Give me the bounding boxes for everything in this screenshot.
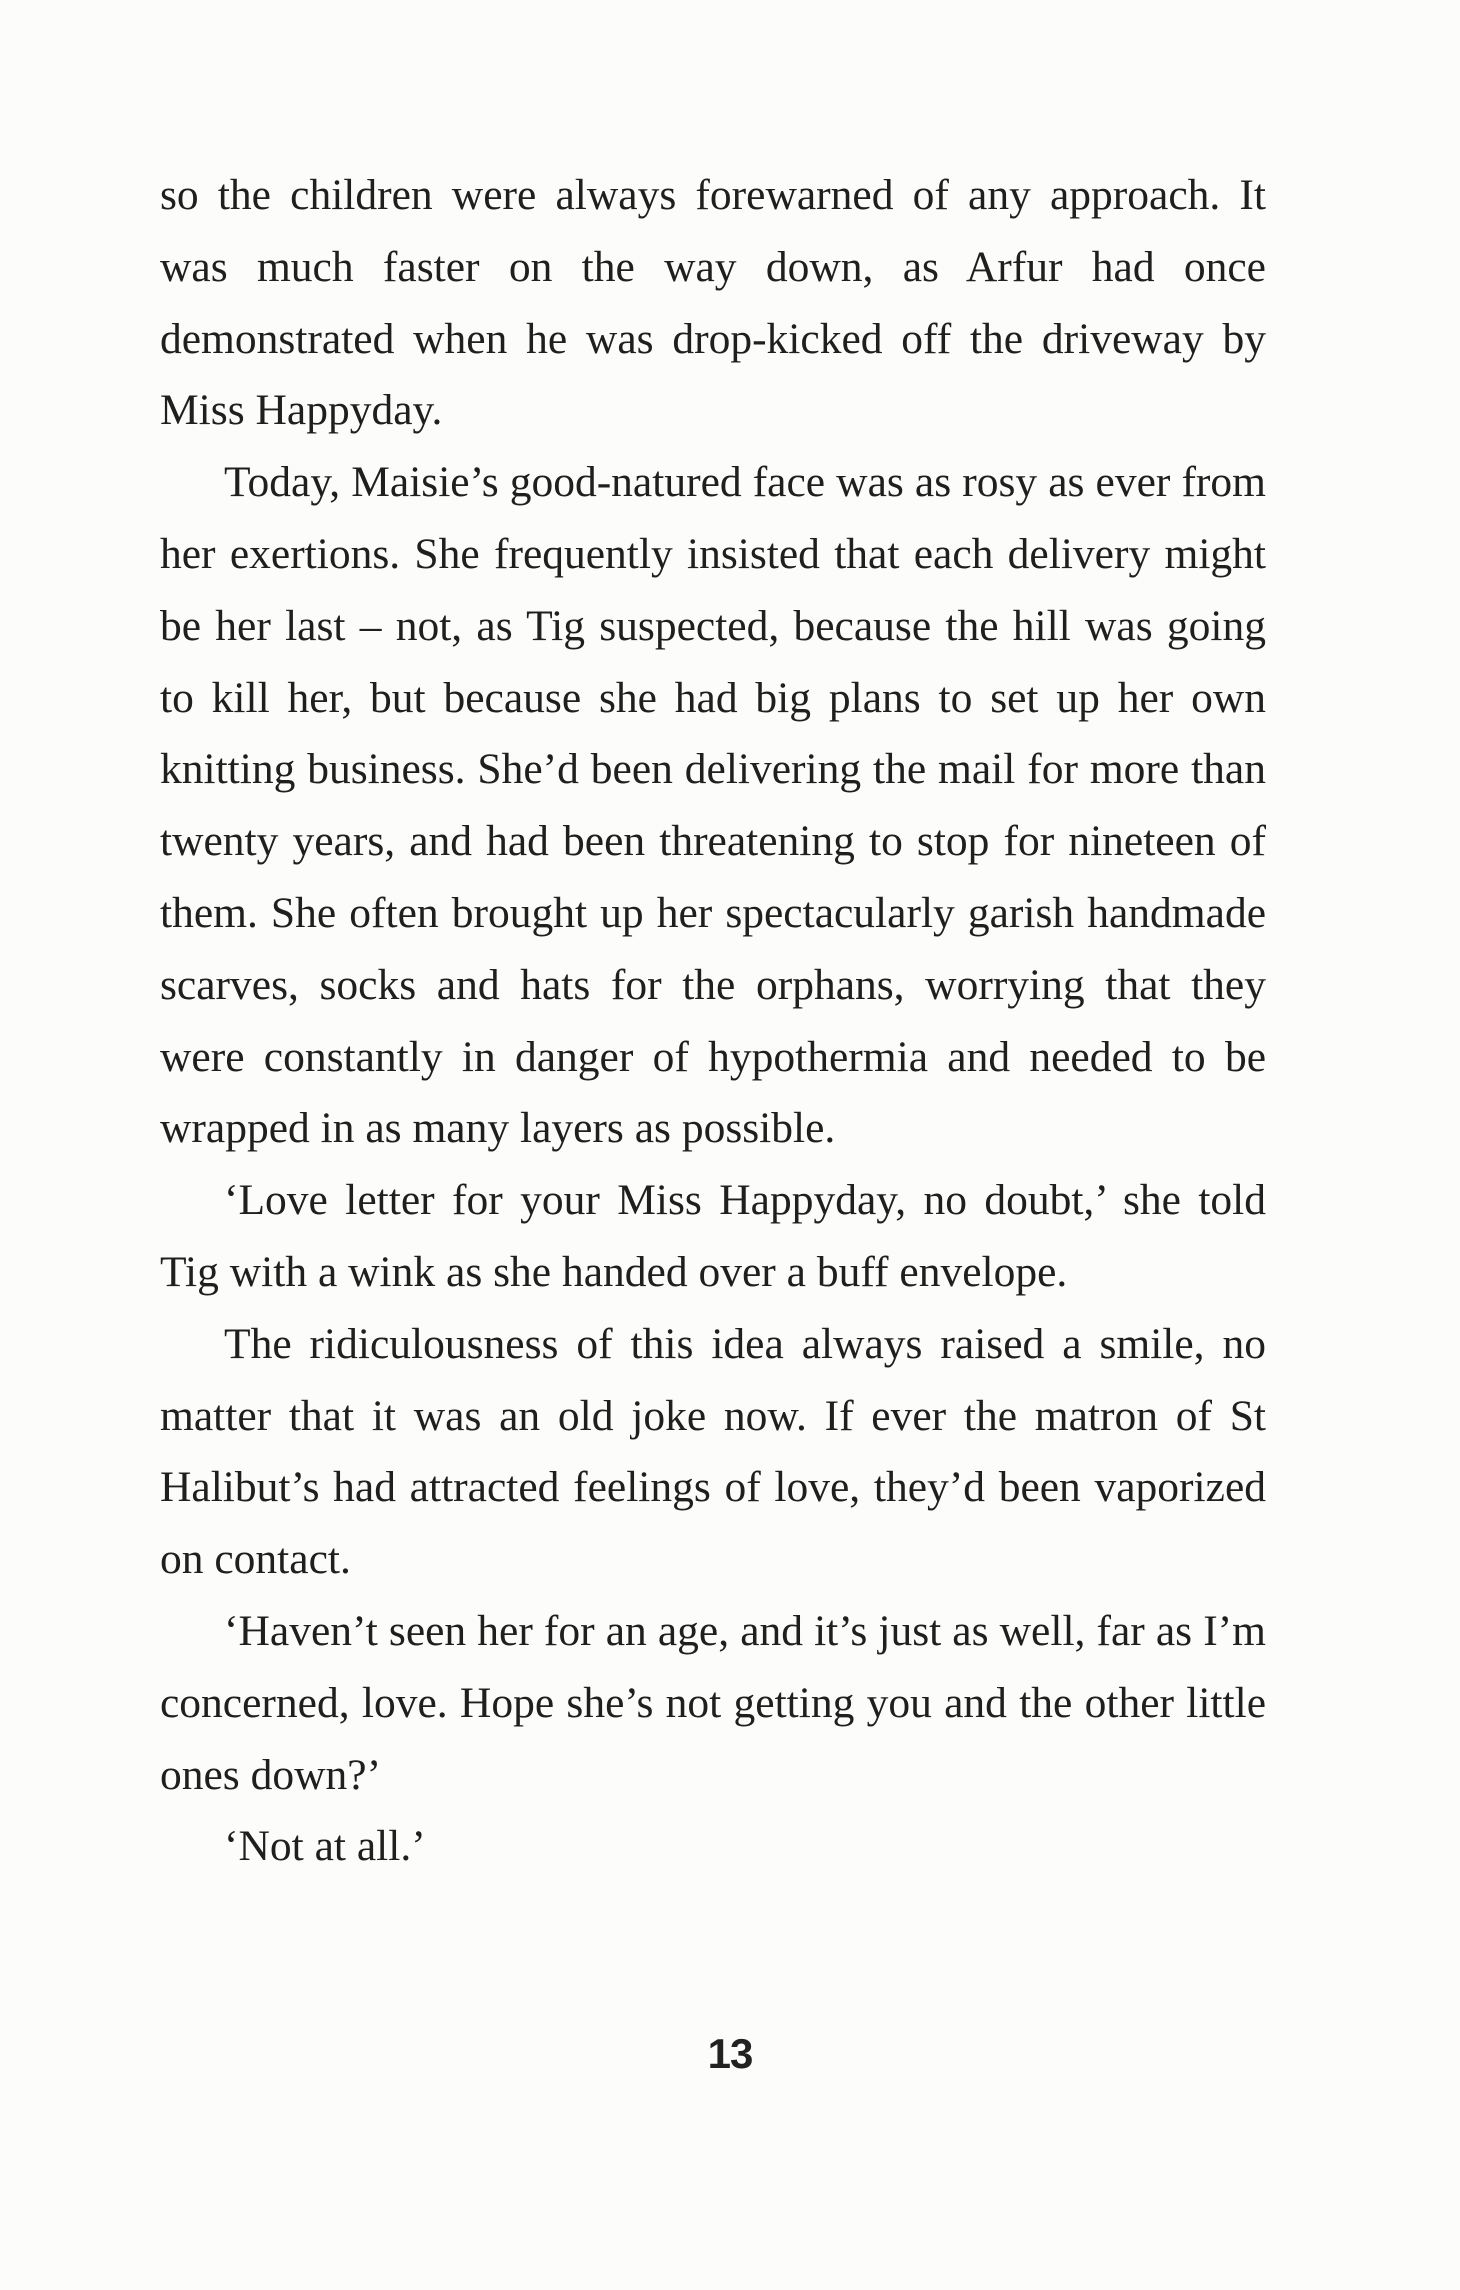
paragraph-2: Today, Maisie’s good-natured face was as rosy as ever from her exertions. She frequently insisted that each delivery might be her last – not, as Tig suspected, because the hill was going to kill her, but because she had big plans to set up her own knitting business. She’d been delivering the mail for more than twenty years, and had been threatening to stop for nineteen of them. She often brought up her spectacularly garish handmade scarves, socks and hats for the orphans, worrying that they were constantly in danger of hypothermia and needed to be wrapped in as many layers as possible. bbox=[160, 458, 1266, 1153]
page-number: 13 bbox=[707, 2030, 753, 2077]
paragraph-5: ‘Haven’t seen her for an age, and it’s just as well, far as I’m concerned, love. Hope she’s not getting you and the other little ones down?’ bbox=[160, 1606, 1266, 1799]
paragraph-1: so the children were always forewarned of any approach. It was much faster on the way down, as Arfur had once demonstrated when he was drop-kicked off the driveway by Miss Happyday. bbox=[160, 171, 1266, 435]
paragraph-6: ‘Not at all.’ bbox=[224, 1822, 426, 1871]
paragraph-4: The ridiculousness of this idea always raised a smile, no matter that it was an old joke now. If ever the matron of St Halibut’s had attracted feelings of love, they’d been vaporized on contact. bbox=[160, 1319, 1266, 1584]
paragraph-3: ‘Love letter for your Miss Happyday, no doubt,’ she told Tig with a wink as she handed over a buff envelope. bbox=[160, 1176, 1266, 1296]
body-text bbox=[160, 160, 1266, 1883]
